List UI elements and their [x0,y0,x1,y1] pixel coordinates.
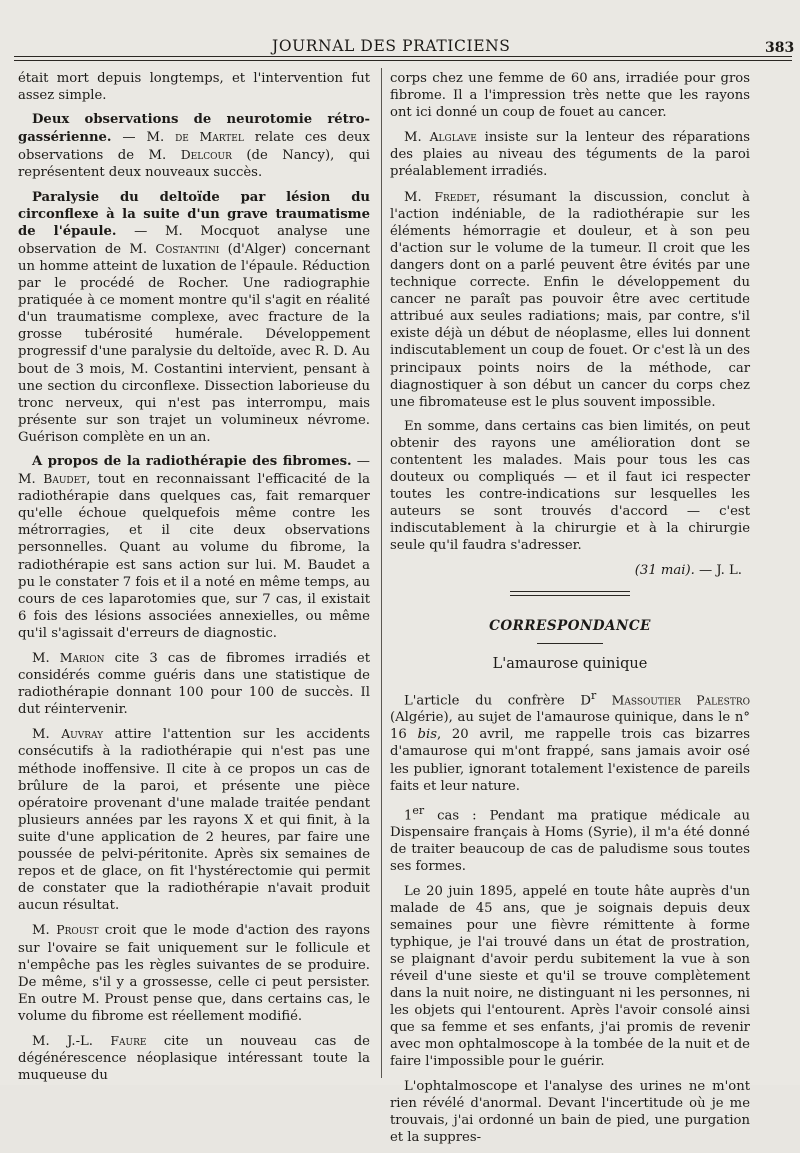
paragraph [18,189,370,446]
paragraph [390,188,750,411]
paragraph-text: cite un nouveau cas de dégénérescence néoplasique intéressant toute la muqueuse du [18,1033,370,1084]
paragraph-heading: Deux observations de neurotomie rétro-gassérienne. [18,112,370,146]
paragraph-text: (Algérie), au sujet de l'amaurose quinique, dans le n° 16 [390,710,750,743]
journal-title: JOURNAL DES PRATICIENS [272,37,511,55]
paragraph [18,70,370,104]
author-name: de Martel [175,129,244,145]
author-name: Marion [59,650,105,665]
page-number: 383 [765,40,795,56]
section-separator [510,591,630,596]
paragraph-text: En somme, dans certains cas bien limités, on peut obtenir des rayons une amélioration dont se contentent les malades. Mais pour tous les cas douteux ou compliqués — et il faut ici respecter toutes les contre-indications sur lesquelles les auteurs se sont trouvés d'accord — c'est indiscutablement à la chirurgie et à la chirurgie seule qu'il faudra s'adresser. [390,418,750,554]
paragraph-heading: A propos de la radiothérapie des fibromes. [32,453,352,469]
paragraph-text: M. [404,130,430,146]
issue-suffix: bis [417,727,437,743]
paragraph-text: — M. [111,130,176,146]
paragraph-text: (d'Alger) concernant un homme atteint de luxation de l'épaule. Réduction par le procédé de Rocher. Une radiographie pratiquée à ce moment montre qu'il s'agit en réalité d'un traumatisme complexe, avec fracture de la grosse tubérosité humérale. Développement progressif d'une paralysie du deltoïde, avec R. D. Au bout de 3 mois, M. Costantini intervient, pensant à une section du circonflexe. Dissection laborieuse du tronc nerveux, qui n'est pas interrompu, mais présente sur son trajet un volumineux névrome. Guérison complète en un an. [18,241,370,445]
paragraph [18,649,370,718]
paragraph [390,1078,750,1146]
signature-date: (31 mai). [634,562,695,578]
paragraph [390,418,750,555]
page-header [0,0,800,60]
author-name: Alglave [429,129,477,145]
paragraph-text: était mort depuis longtemps, et l'intervention fut assez simple. [18,71,370,104]
paragraph-text: cite 3 cas de fibromes irradiés et considérés comme guéris dans une statistique de radiothérapie donnant 100 pour 100 de succès. Il dut réintervenir. [18,651,370,718]
superscript: er [412,803,425,817]
paragraph-text: M. [32,923,57,939]
paragraph-text: , tout en reconnaissant l'efficacité de la radiothérapie dans quelques cas, fait remarquer qu'elle échoue quelquefois même contre les métrorragies, et il cite deux observations personnelles. Quant au volume du fibrome, la radiothérapie est sans action sur lui. M. Baudet a pu le constater 7 fois et il a noté en même temps, au cours de ces laparotomies que, sur 7 cas, il existait 6 fois des lésions associées annexielles, ou même qu'il s'agissait d'erreurs de diagnostic. [18,472,370,641]
header-rule-thin [14,60,792,61]
paragraph [18,725,370,914]
paragraph-text: cas : Pendant ma pratique médicale au Dispensaire français à Homs (Syrie), il m'a été donné de traiter beaucoup de cas de paludisme sous toutes ses formes. [390,808,750,875]
article-title: L'amaurose quinique [492,655,648,672]
paragraph-text: L'ophtalmoscope et l'analyse des urines ne m'ont rien révélé d'anormal. Devant l'incertitude où je me trouvais, j'ai ordonné un bain de pied, une purgation et la suppres- [390,1078,750,1145]
paragraph [18,1032,370,1084]
paragraph-text: relate ces deux observations de M. [18,130,370,164]
paragraph-text: M. [404,189,435,205]
author-name: Auvray [61,726,104,742]
case-number: 1 [404,808,413,824]
paragraph [390,70,750,121]
author-name: Delcour [180,147,232,163]
paragraph-text: — M. [18,453,370,488]
paragraph [18,453,370,642]
author-name: Massoutier Palestro [596,692,750,708]
paragraph-text: attire l'attention sur les accidents consécutifs à la radiothérapie qui n'est pas une méthode inoffensive. Il cite à ce propos un cas de brûlure de la paroi, et présente une pièce opératoire provenant d'une malade traitée pendant plusieurs années par les rayons X et qui finit, à la suite d'une application de 2 heures, par faire une poussée de pelvi-péritonite. Après six semaines de repos et de glace, on fit l'hystérectomie qui permit de constater que la radiothérapie n'avait produit aucun résultat. [18,727,371,914]
left-column [18,70,370,1091]
paragraph-text: , 20 avril, me rappelle trois cas bizarres d'amaurose qui m'ont frappé, sans jamais avoir osé les publier, ignorant totalement l'existence de pareils faits et leur nature. [390,727,750,794]
paragraph-text: insiste sur la lenteur des réparations des plaies au niveau des téguments de la paroi préalablement irradiés. [390,130,750,180]
author-name: Faure [110,1032,147,1048]
signature-author: — J. L. [694,562,742,578]
paragraph-text: M. [32,651,60,666]
section-title: CORRESPONDANCE [489,617,651,634]
paragraph-text: , résumant la discussion, conclut à l'action indéniable, de la radiothérapie sur les éléments hémorragie et douleur, et à son peu d'action sur le volume de la tumeur. Il croit que les dangers dont on a parlé peuvent être évités par une technique correcte. Enfin le développement du cancer ne paraît pas pouvoir être avec certitude attribué aux seules radiations; mais, par contre, s'il existe déjà un début de néoplasme, elles lui donnent indiscutablement un coup de fouet. Or c'est là un des principaux points noirs de la méthode, car diagnostiquer à son début un cancer du corps chez une fibromateuse est le plus souvent impossible. [390,189,751,410]
paragraph-heading: Paralysie du deltoïde par lésion du circonflexe à la suite d'un grave traumatisme de l'épaule. [18,189,370,239]
paragraph [18,921,370,1025]
paragraph [390,687,750,795]
right-column [390,70,750,1153]
paragraph [390,883,750,1071]
paragraph-text: L'article du confrère D [404,693,591,709]
column-divider [381,68,382,1078]
author-name: Proust [56,922,99,938]
paragraph [390,802,750,876]
paragraph [18,111,370,181]
paragraph-text: M. [32,727,62,743]
paragraph-text: croit que le mode d'action des rayons sur l'ovaire se fait uniquement sur le follicule et n'empêche pas les règles suivantes de se produire. De même, s'il y a grossesse, celle ci peut persister. En outre M. Proust pense que, dans certains cas, le volume du fibrome est réellement modifié. [18,923,370,1024]
author-name: Baudet [43,471,87,487]
author-name: Fredet [434,188,477,204]
paragraph [390,128,750,180]
paragraph-text: M. J.-L. [32,1033,111,1049]
paragraph-text: Le 20 juin 1895, appelé en toute hâte auprès d'un malade de 45 ans, que je soignais depuis deux semaines pour une fièvre rémittente à forme typhique, je l'ai trouvé dans un état de prostration, se plaignant d'avoir perdu subitement la vue à son réveil d'une sieste et qu'il se trouve complètement dans la nuit noire, ne distinguant ni les personnes, ni les objets qui l'entourent. Après l'avoir consolé ainsi que sa femme et ses enfants, j'ai promis de revenir avec mon ophtalmoscope à la tombée de la nuit et de faire l'impossible pour le guérir. [390,883,750,1070]
header-rule [14,56,792,57]
paragraph-text: — M. Mocquot analyse une observation de M. [18,223,370,257]
paragraph-text: corps chez une femme de 60 ans, irradiée pour gros fibrome. Il a l'impression très nette que les rayons ont ici donné un coup de fouet au cancer. [390,71,750,121]
author-name: Costantini [155,240,220,256]
signature [390,562,742,579]
superscript: r [590,688,597,702]
title-rule [537,643,603,644]
paragraph-text: (de Nancy), qui représentent deux nouveaux succès. [18,148,370,181]
